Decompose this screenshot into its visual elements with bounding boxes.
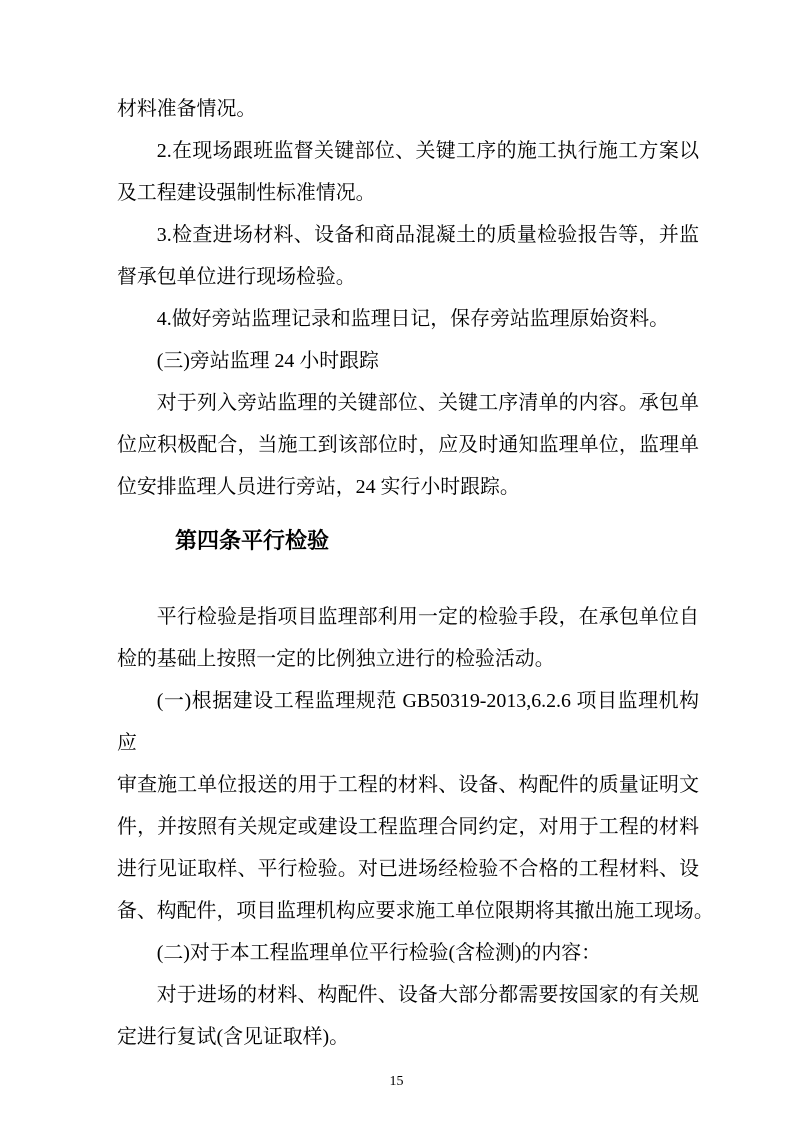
text-line: (三)旁站监理 24 小时跟踪 (156, 350, 379, 372)
text-line: 进行见证取样、平行检验。对已进场经检验不合格的工程材料、设 (117, 858, 699, 880)
text-line: 平行检验是指项目监理部利用一定的检验手段，在承包单位自 (156, 606, 699, 628)
text-line: (二)对于本工程监理单位平行检验(含检测)的内容： (156, 942, 601, 964)
text-line: 3.检查进场材料、设备和商品混凝土的质量检验报告等，并监 (156, 224, 699, 246)
text-line: 对于列入旁站监理的关键部位、关键工序清单的内容。承包单 (156, 392, 699, 414)
document-body (117, 88, 714, 1058)
paragraph-item-a (117, 680, 714, 932)
text-line: 对于进场的材料、构配件、设备大部分都需要按国家的有关规 (156, 984, 699, 1006)
section-heading: 第四条平行检验 (175, 528, 330, 553)
text-line: 4.做好旁站监理记录和监理日记，保存旁站监理原始资料。 (156, 308, 669, 330)
text-line: 审查施工单位报送的用于工程的材料、设备、构配件的质量证明文 (117, 774, 699, 796)
paragraph-item-3 (117, 214, 699, 298)
text-line: (一)根据建设工程监理规范 GB50319-2013,6.2.6 项目监理机构应 (117, 690, 699, 754)
paragraph-section-3-body (117, 382, 699, 508)
paragraph-item-b-body (117, 974, 699, 1058)
paragraph-item-2 (117, 130, 699, 214)
text-line: 督承包单位进行现场检验。 (117, 266, 356, 288)
paragraph-item-4 (117, 298, 699, 340)
paragraph-continuation (117, 88, 699, 130)
text-line: 件，并按照有关规定或建设工程监理合同约定，对用于工程的材料 (117, 816, 699, 838)
text-line: 备、构配件，项目监理机构应要求施工单位限期将其撤出施工现场。 (117, 900, 714, 922)
page-number: 15 (389, 1074, 404, 1089)
paragraph-section-3-title (117, 340, 699, 382)
text-line: 及工程建设强制性标准情况。 (117, 182, 376, 204)
text-line: 位安排监理人员进行旁站，24 实行小时跟踪。 (117, 476, 520, 498)
paragraph-item-b (117, 932, 699, 974)
text-line: 位应积极配合，当施工到该部位时，应及时通知监理单位，监理单 (117, 434, 699, 456)
text-line: 2.在现场跟班监督关键部位、关键工序的施工执行施工方案以 (156, 140, 699, 162)
text-line: 材料准备情况。 (117, 98, 257, 120)
text-line: 定进行复试(含见证取样)。 (117, 1026, 350, 1048)
paragraph-definition (117, 596, 699, 680)
text-line: 检的基础上按照一定的比例独立进行的检验活动。 (117, 648, 555, 670)
